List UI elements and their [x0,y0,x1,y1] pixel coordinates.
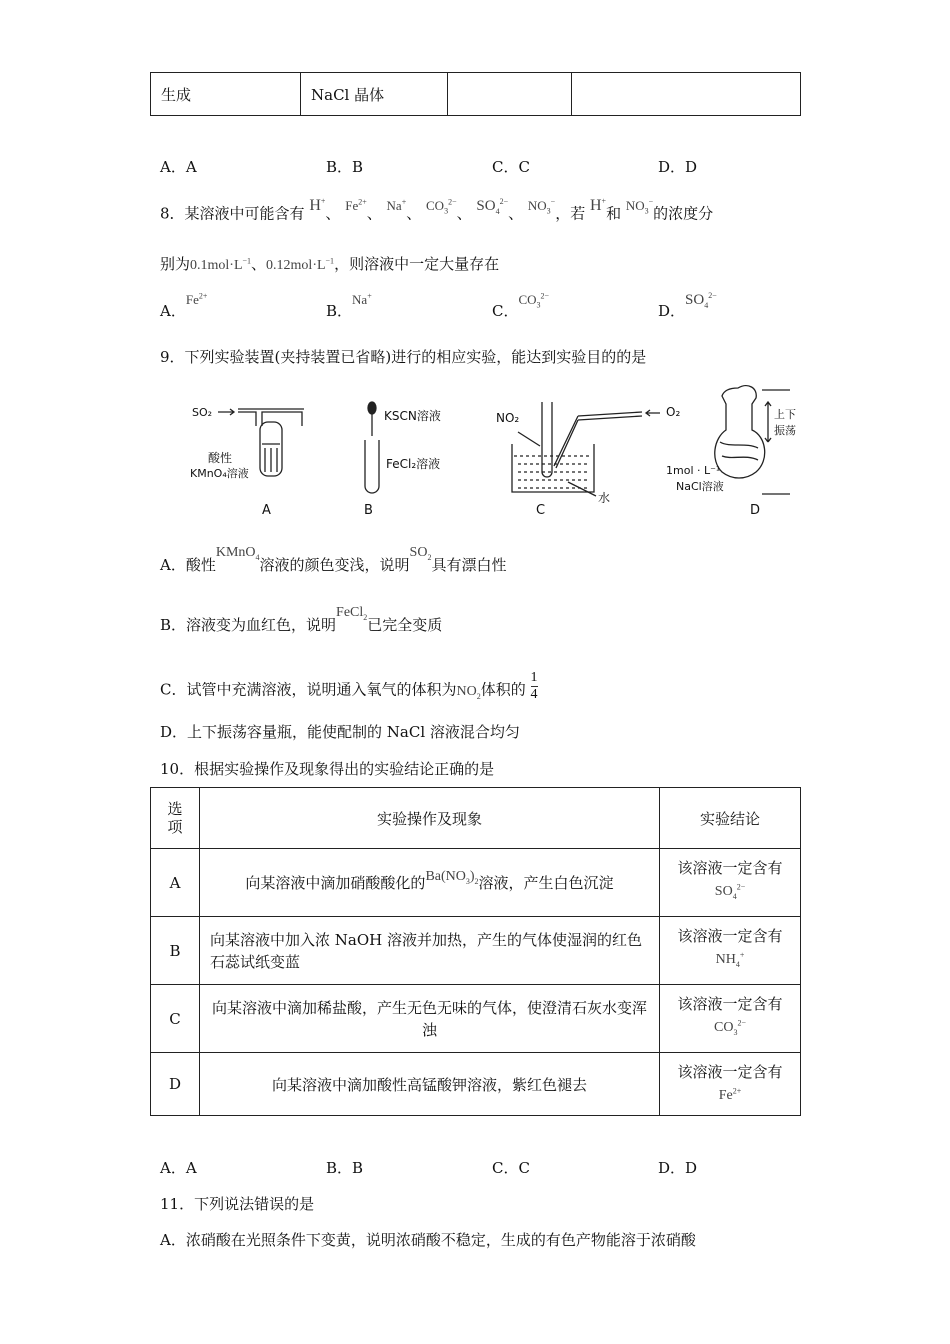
option-c: C．C [492,158,530,176]
row-conclusion: 该溶液一定含有 $Fe^{2+}$ [660,1053,801,1116]
label-water: 水 [598,491,611,505]
ion-so4: SO [476,198,496,215]
question-stem: 别为 [160,255,191,273]
solution-lines [262,444,280,472]
table-row [151,917,801,985]
water-trough [512,444,594,492]
label-shake-1: 上下 [774,408,796,421]
comma: 、 [366,204,382,223]
option-c: C．试管中充满溶液，说明通入氧气的体积为$NO_2$体积的 $\frac{1}{4}$ [160,670,538,702]
option-label: A． [160,302,186,320]
ion-fe: Fe [185,292,199,307]
option-a: A．浓硝酸在光照条件下变黄，说明浓硝酸不稳定，生成的有色产物能溶于浓硝酸 [160,1231,696,1249]
label-kmno4: KMnO₄溶液 [190,467,249,480]
option-b: B．B [326,158,364,176]
option-d: D．上下振荡容量瓶，能使配制的 NaCl 溶液混合均匀 [160,723,520,741]
option-text: C．试管中充满溶液，说明通入氧气的体积为 [160,680,457,699]
pointer-line [518,432,540,446]
question-8-line2: 别为$0.1mol\cdot L^{-1}$、$0.12mol\cdot L^{-1}$，则溶液中一定大量存在 [160,255,500,273]
question-11-stem: 11．下列说法错误的是 [160,1195,315,1213]
operation-text: 溶液，产生白色沉淀 [478,873,614,892]
option-a: A．A [160,1159,197,1177]
comma: 、 [406,204,422,223]
row-key: D [151,1053,200,1116]
option-label: C． [492,302,519,320]
ion-no3: NO [527,198,547,214]
ion-na: Na [352,292,368,307]
dropper-bulb [368,402,376,414]
option-c: C．$CO_3^{2-}$ [492,291,550,320]
label-nacl-conc: 1mol · L⁻¹ [666,464,721,477]
conclusion-text: 该溶液一定含有 [677,1062,783,1081]
label-so2: SO₂ [192,406,213,419]
comma: 、 [456,204,472,223]
table-cell: NaCl 晶体 [301,73,448,116]
option-a: A．A [160,158,197,176]
ion-co3: CO [426,198,445,214]
operation-text: 向某溶液中滴加硝酸酸化的 [245,873,426,892]
option-text: 已完全变质 [367,616,443,634]
apparatus-c [496,402,680,518]
option-a: A．$Fe^{2+}$ [160,291,208,320]
shake-arrow-icon [765,402,771,442]
fraction-denominator: 4 [530,687,538,702]
water-lines [514,456,592,488]
if-text: ，若 [555,204,586,223]
row-key: C [151,985,200,1053]
apparatus-a [190,406,304,518]
table-cell [572,73,801,116]
q10-table [150,787,801,1116]
arrow-icon [218,409,234,415]
option-c: C．C [492,1159,530,1177]
arrow-icon [646,410,660,416]
option-label: B． [326,302,353,320]
option-label: D． [658,302,686,320]
concentration-no3: 0.12mol·L [266,258,326,273]
ion-h: H [589,197,602,215]
ion-fe: Fe [345,198,359,214]
option-d: D．D [658,1159,698,1177]
ion-h: H [309,197,321,215]
row-operation: 向某溶液中加入浓 NaOH 溶液并加热，产生的气体使湿润的红色石蕊试纸变蓝 [200,917,660,985]
table-row [151,985,801,1053]
table-cell [448,73,572,116]
hand [762,390,790,494]
pointer-line [568,482,596,496]
hand-lines [720,442,758,460]
row-key: A [151,849,200,917]
volumetric-flask [715,386,765,478]
header-operation: 实验操作及现象 [200,788,660,849]
row-operation: 向某溶液中滴加酸性高锰酸钾溶液，紫红色褪去 [200,1053,660,1116]
table-row [151,1053,801,1116]
label-fecl2: FeCl₂溶液 [386,457,441,471]
option-text: A．酸性 [160,556,216,574]
figure-label-a: A [262,503,271,518]
o2-tube [554,412,642,468]
figure-label-c: C [536,503,546,518]
figure-label-d: D [750,503,761,518]
comma: 、 [508,204,524,223]
option-text: 体积的 [480,680,526,699]
table-row [151,849,801,917]
comma: 、 [251,255,267,273]
and-text: 和 [606,204,622,223]
table-cell: 生成 [151,73,301,116]
header-text: 项 [167,818,183,836]
ion-no3: NO [625,198,645,214]
option-b: B．Na+ [326,291,372,320]
header-text: 选 [167,800,183,818]
question-10-stem: 10．根据实验操作及现象得出的实验结论正确的是 [160,760,495,778]
conclusion-text: 该溶液一定含有 [677,994,783,1013]
figure-label-b: B [364,503,373,518]
question-stem: 的浓度分 [653,204,714,223]
ion-so4: SO [685,292,705,308]
option-b: B．B [326,1159,364,1177]
option-text: 溶液的颜色变浅，说明 [259,556,410,574]
fraction-numerator: 1 [530,670,538,685]
option-text: 具有漂白性 [431,556,507,574]
test-tube [365,440,379,493]
ion-na: Na [386,198,402,214]
row-operation: 向某溶液中滴加稀盐酸，产生无色无味的气体，使澄清石灰水变浑浊 [200,985,660,1053]
row-key: B [151,917,200,985]
question-stem: 某溶液中可能含有 [184,204,305,223]
apparatus-b [364,402,441,518]
row-operation: 向某溶液中滴加硝酸酸化的$Ba(NO_3)_2$溶液，产生白色沉淀 [200,849,660,917]
conclusion-text: 该溶液一定含有 [677,858,783,877]
apparatus-figure [190,382,830,522]
top-table [150,72,801,116]
delivery-tube [238,409,304,426]
label-kscn: KSCN溶液 [384,409,441,423]
option-d: D．D [658,158,698,176]
option-a: A．酸性KMnO$_4$溶液的颜色变浅，说明$SO_2$具有漂白性 [160,545,507,574]
comma: 、 [325,204,341,223]
conclusion-text: 该溶液一定含有 [677,926,783,945]
apparatus-d [666,386,796,518]
row-conclusion: 该溶液一定含有 $CO_3^{2-}$ [660,985,801,1053]
option-text: B．溶液变为血红色，说明 [160,616,337,634]
question-stem: ，则溶液中一定大量存在 [334,255,500,273]
concentration-h: 0.1mol·L [190,258,243,273]
header-option [151,788,200,849]
row-conclusion: 该溶液一定含有 $SO_4^{2-}$ [660,849,801,917]
option-d: D．$SO_4^{2-}$ [658,291,717,320]
label-shake-2: 振荡 [774,424,796,437]
question-number: 8． [160,204,185,223]
label-o2: O₂ [666,405,681,419]
label-no2: NO₂ [496,411,520,425]
gas-tube [542,402,552,477]
label-acidic: 酸性 [208,451,233,465]
ion-co3: CO [518,292,537,307]
question-9-stem: 9．下列实验装置(夹持装置已省略)进行的相应实验，能达到实验目的的是 [160,348,647,366]
header-conclusion: 实验结论 [660,788,801,849]
option-b: B．溶液变为血红色，说明FeCl$_2$已完全变质 [160,605,443,634]
question-8-line1: 8．某溶液中可能含有 H+、 $Fe^{2+}$、 Na+、 $CO_3^{2-}$、 $SO_4^{2-}$、 $NO_3^-$，若 H+和 $NO_3^-$的浓度分 [160,197,714,223]
label-nacl: NaCl溶液 [676,480,724,493]
row-conclusion: 该溶液一定含有 $NH_4^+$ [660,917,801,985]
